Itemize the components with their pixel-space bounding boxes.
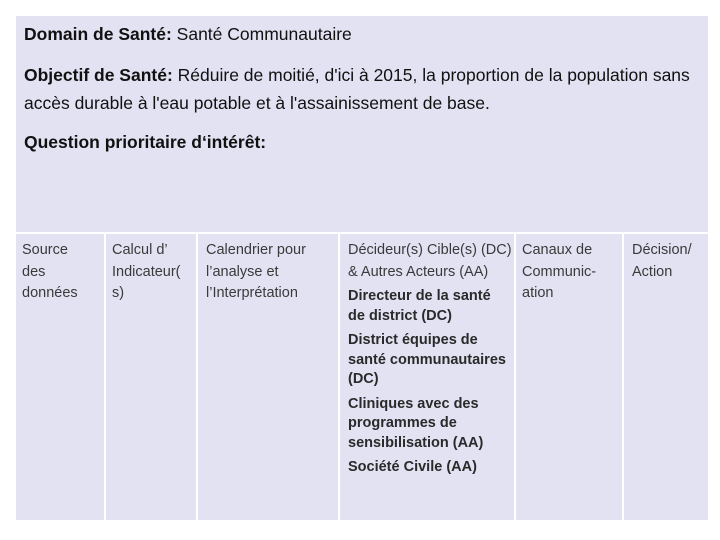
column-header-canaux: Canaux de Communic-ation <box>522 242 597 301</box>
health-domain-label: Domain de Santé: <box>24 24 172 44</box>
priority-question: Question prioritaire d‘intérêt: <box>24 132 267 152</box>
column-header-source: Source des données <box>22 242 78 301</box>
health-domain <box>24 20 352 48</box>
column-header-decision: Décision/ Action <box>632 242 692 280</box>
list-item: District équipes de santé communautaires (DC) <box>348 332 506 387</box>
health-objective-value: Réduire de moitié, d'ici à 2015, la proportion de la population sans accès durable à l'eau potable et à l'assainissement de base. <box>24 65 690 113</box>
health-domain-value: Santé Communautaire <box>171 24 352 44</box>
column-canaux <box>516 234 622 520</box>
decideurs-list <box>348 287 508 478</box>
health-objective-label: Objectif de Santé: <box>24 65 173 85</box>
header-panel <box>16 16 708 232</box>
column-decideurs <box>340 234 514 520</box>
health-objective <box>24 61 704 117</box>
column-source <box>16 234 104 520</box>
list-item: Société Civile (AA) <box>348 459 477 475</box>
list-item: Directeur de la santé de district (DC) <box>348 288 491 324</box>
column-header-decideurs: Décideur(s) Cible(s) (DC) & Autres Acteurs (AA) <box>348 242 512 280</box>
column-decision <box>624 234 708 520</box>
column-calcul <box>106 234 196 520</box>
column-header-calcul: Calcul d’ Indicateur( s) <box>112 242 181 301</box>
list-item: Cliniques avec des programmes de sensibilisation (AA) <box>348 395 484 451</box>
column-header-calendrier: Calendrier pour l’analyse et l’Interprétation <box>206 242 306 301</box>
column-calendrier <box>198 234 338 520</box>
